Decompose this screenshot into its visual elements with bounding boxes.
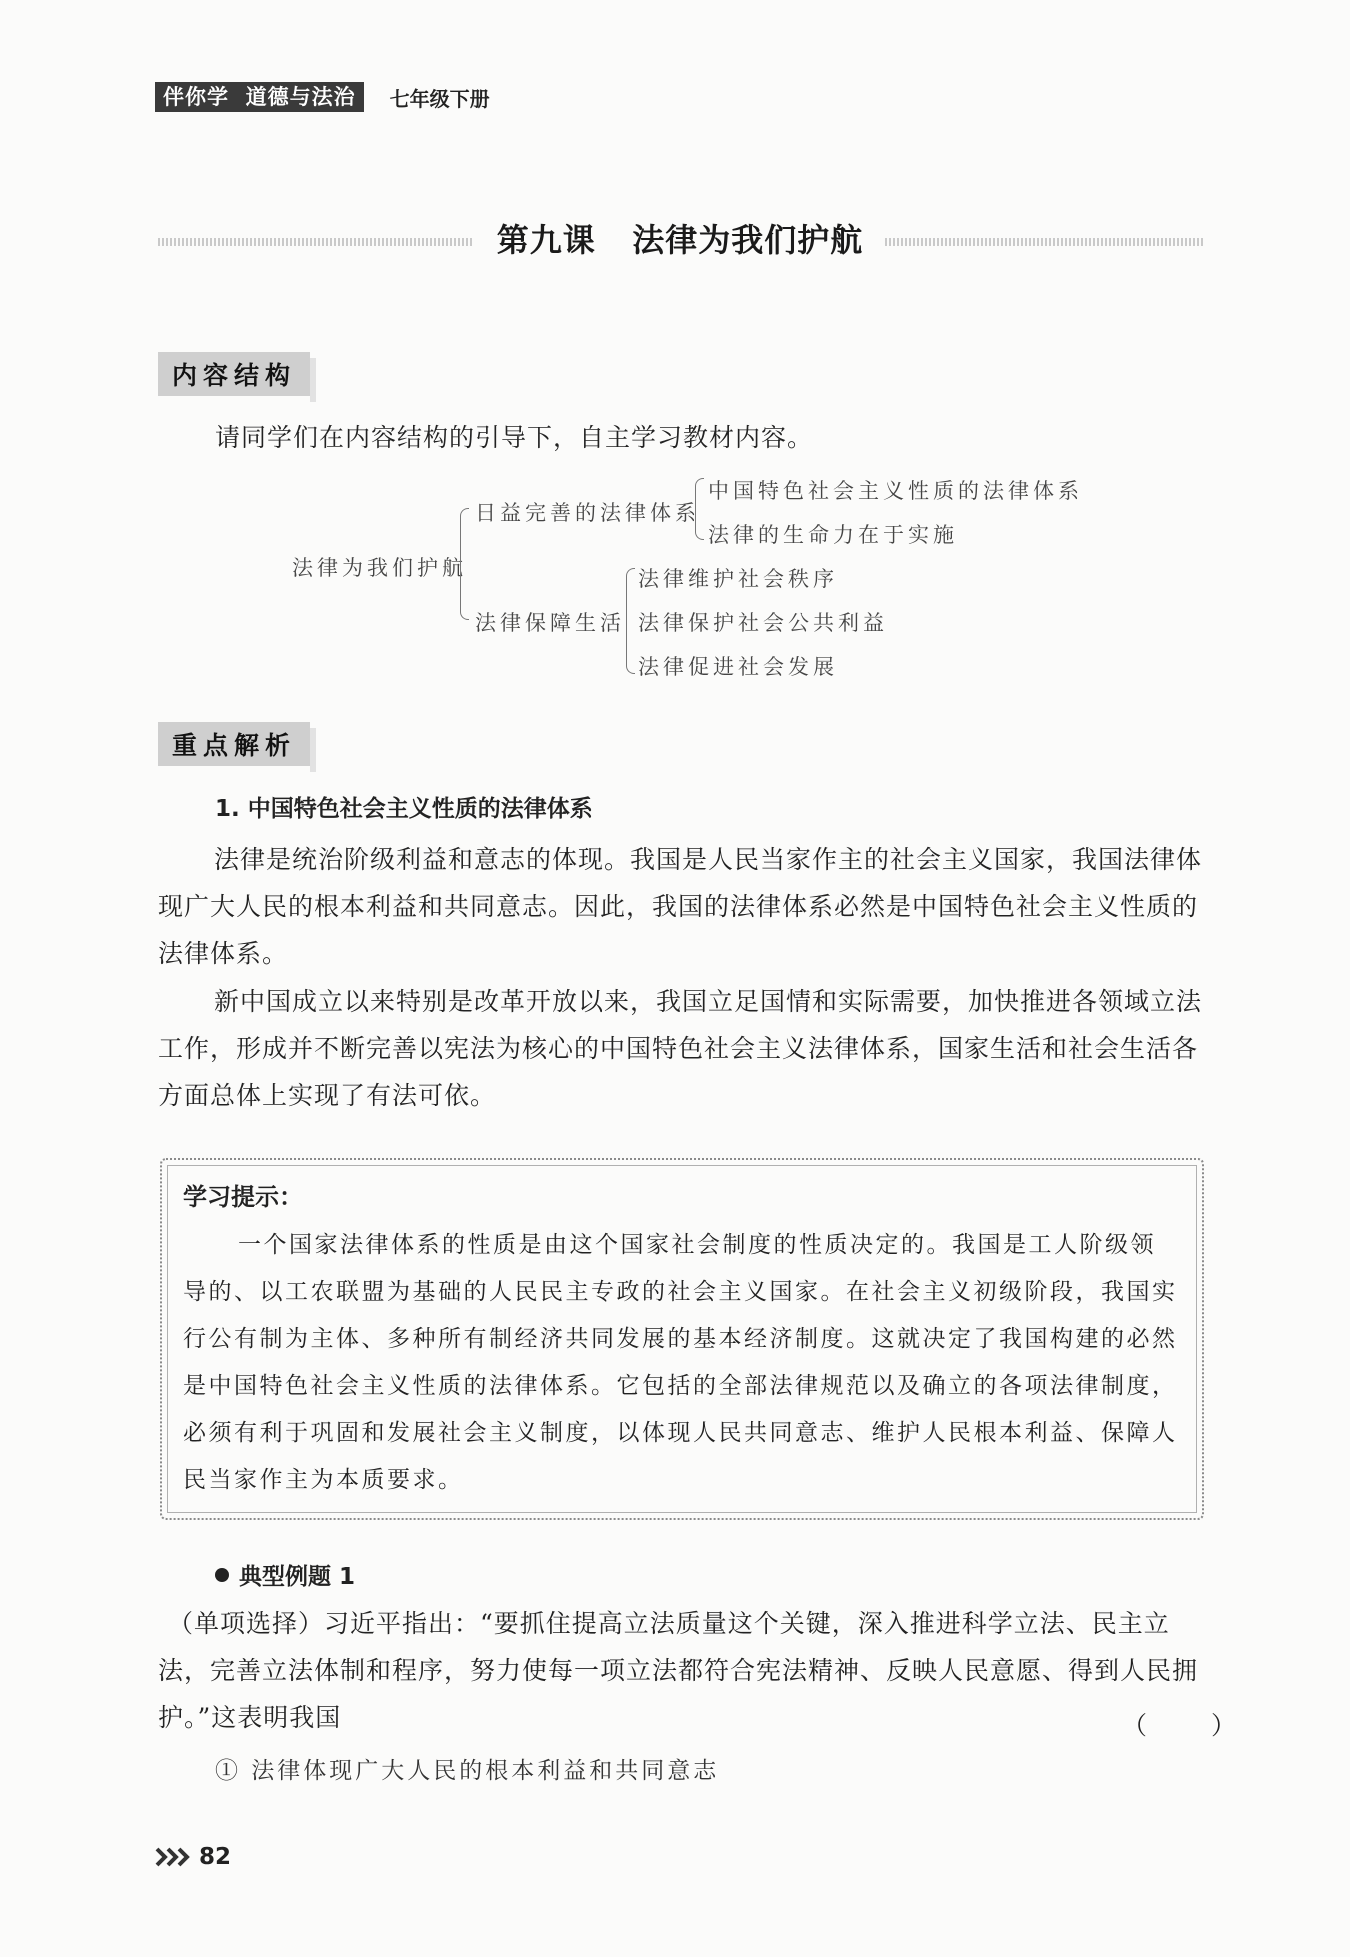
tree-leaf: 法律维护社会秩序 bbox=[638, 567, 838, 591]
answer-blank: （ ） bbox=[1122, 1711, 1264, 1740]
title-rule-right bbox=[885, 238, 1205, 246]
example-option-1: ① 法律体现广大人民的根本利益和共同意志 bbox=[215, 1758, 720, 1784]
page-number bbox=[155, 1844, 231, 1870]
tree-root: 法律为我们护航 bbox=[292, 556, 467, 580]
triple-chevron-icon bbox=[155, 1846, 193, 1868]
title-rule-left bbox=[158, 238, 473, 246]
book-brand: 伴你学 道德与法治 bbox=[155, 82, 364, 112]
page-number-text: 82 bbox=[199, 1844, 232, 1870]
learning-tip-text: 一个国家法律体系的性质是由这个国家社会制度的性质决定的。我国是工人阶级领导的、以工农联盟为基础的人民民主专政的社会主义国家。在社会主义初级阶段，我国实行公有制为主体、多种所有制经济共同发展的基本经济制度。这就决定了我国构建的必然是中国特色社会主义性质的法律体系。它包括的全部法律规范以及确立的各项法律制度，必须有利于巩固和发展社会主义制度，以体现人民共同意志、维护人民根本利益、保障人民当家作主为本质要求。 bbox=[183, 1232, 1178, 1493]
section-tag-structure: 内容结构 bbox=[158, 352, 310, 396]
learning-tip-title: 学习提示： bbox=[183, 1183, 303, 1211]
section-tag-key-analysis: 重点解析 bbox=[158, 722, 310, 766]
tree-branch-2-brace bbox=[626, 568, 635, 674]
tree-leaf: 法律保护社会公共利益 bbox=[638, 611, 888, 635]
tree-leaf: 中国特色社会主义性质的法律体系 bbox=[708, 479, 1083, 503]
tree-branch-1: 日益完善的法律体系 bbox=[475, 501, 700, 525]
tree-branch-2: 法律保障生活 bbox=[475, 611, 625, 635]
lesson-title: 第九课 法律为我们护航 bbox=[496, 221, 864, 259]
key-point-heading: 1. 中国特色社会主义性质的法律体系 bbox=[215, 796, 593, 822]
running-header bbox=[155, 82, 490, 112]
analysis-paragraph-2: 新中国成立以来特别是改革开放以来，我国立足国情和实际需要，加快推进各领域立法工作，形成并不断完善以宪法为核心的中国特色社会主义法律体系，国家生活和社会生活各方面总体上实现了有法可依。 bbox=[158, 987, 1203, 1110]
analysis-paragraph-1: 法律是统治阶级利益和意志的体现。我国是人民当家作主的社会主义国家，我国法律体现广大人民的根本利益和共同意志。因此，我国的法律体系必然是中国特色社会主义性质的法律体系。 bbox=[158, 845, 1203, 968]
book-grade: 七年级下册 bbox=[389, 86, 490, 111]
tree-leaf: 法律促进社会发展 bbox=[638, 655, 838, 679]
structure-intro: 请同学们在内容结构的引导下，自主学习教材内容。 bbox=[215, 423, 814, 452]
tree-branch-1-brace bbox=[695, 478, 704, 540]
example-question: （单项选择）习近平指出：“要抓住提高立法质量这个关键，深入推进科学立法、民主立法，完善立法体制和程序，努力使每一项立法都符合宪法精神、反映人民意愿、得到人民拥护。”这表明我国 bbox=[158, 1609, 1199, 1732]
tree-leaf: 法律的生命力在于实施 bbox=[708, 523, 958, 547]
bullet-icon bbox=[215, 1568, 229, 1582]
tree-root-brace bbox=[460, 508, 469, 620]
example-heading bbox=[215, 1558, 355, 1591]
example-title: 典型例题 1 bbox=[239, 1564, 356, 1590]
